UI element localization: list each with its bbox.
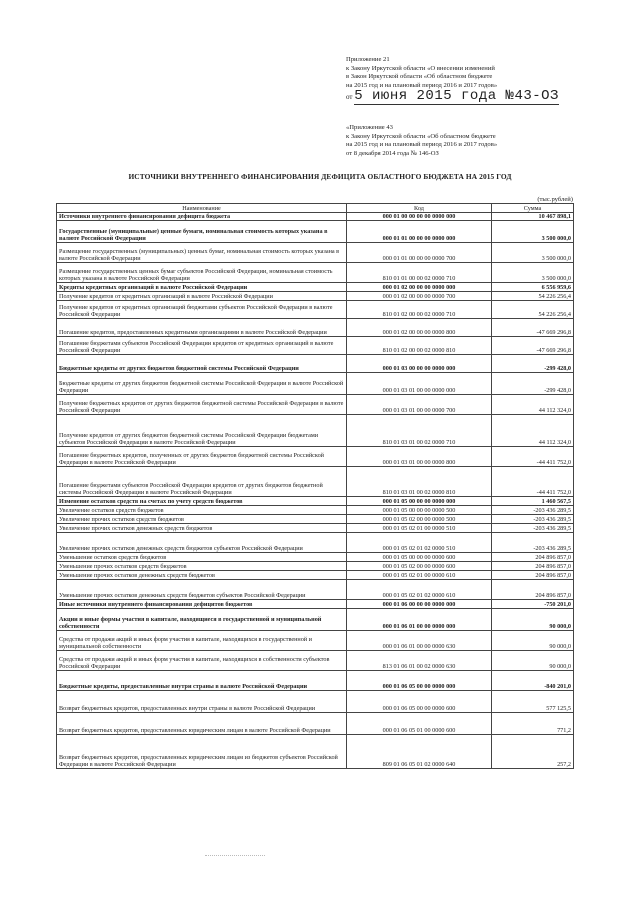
- amendment-line: Приложение 21: [346, 56, 390, 63]
- row-name: Размещение государственных (муниципальных) ценных бумаг, номинальная стоимость которых указана в валюте Российской Федерации: [57, 243, 347, 263]
- row-code: 000 01 06 05 01 00 0000 600: [347, 713, 492, 735]
- table-row: [57, 373, 574, 395]
- row-name: Уменьшение остатков средств бюджетов: [57, 553, 347, 562]
- table-row: [57, 506, 574, 515]
- row-sum: 10 467 898,1: [492, 213, 574, 221]
- row-sum: -47 669 296,8: [492, 319, 574, 337]
- row-name: Погашение бюджетами субъектов Российской Федерации кредитов от других бюджетов бюджетной системы Российской Федерации в валюте Российской Федерации: [57, 467, 347, 497]
- table-row: [57, 553, 574, 562]
- original-line: на 2015 год и на плановый период 2016 и 2017 годов»: [346, 141, 498, 149]
- row-name: Погашение бюджетных кредитов, полученных от других бюджетов бюджетной системы Российской Федерации в валюте Российской Федерации: [57, 447, 347, 467]
- row-sum: -47 669 296,8: [492, 337, 574, 355]
- table-row: [57, 651, 574, 671]
- row-code: 000 01 03 01 00 00 0000 000: [347, 373, 492, 395]
- table-row: [57, 467, 574, 497]
- row-code: 810 01 03 01 00 02 0000 710: [347, 415, 492, 447]
- row-code: 000 01 05 02 00 00 0000 500: [347, 515, 492, 524]
- row-name: Получение кредитов от других бюджетов бюджетной системы Российской Федерации бюджетами субъектов Российской Федерации в валюте Российской Федерации: [57, 415, 347, 447]
- row-code: 000 01 05 00 00 00 0000 500: [347, 506, 492, 515]
- row-code: 000 01 03 00 00 00 0000 000: [347, 355, 492, 373]
- amendment-line: в Закон Иркутской области «Об областном бюджете: [346, 73, 493, 81]
- table-row: [57, 243, 574, 263]
- row-code: 000 01 00 00 00 00 0000 000: [347, 213, 492, 221]
- row-code: 000 01 05 02 01 02 0000 610: [347, 580, 492, 600]
- header-code: Код: [347, 204, 492, 213]
- row-name: Средства от продажи акций и иных форм участия в капитале, находящихся в государственной и муниципальной собственности: [57, 631, 347, 651]
- original-line: к Закону Иркутской области «Об областном бюджете: [346, 132, 496, 140]
- table-header-row: [57, 204, 574, 213]
- row-sum: 577 125,5: [492, 691, 574, 713]
- row-sum: -44 411 752,0: [492, 447, 574, 467]
- table-row: [57, 515, 574, 524]
- row-name: Возврат бюджетных кредитов, предоставленных юридическим лицам в валюте Российской Федерации: [57, 713, 347, 735]
- table-row: [57, 395, 574, 415]
- table-row: [57, 600, 574, 609]
- table-row: [57, 447, 574, 467]
- row-name: Увеличение прочих остатков средств бюджетов: [57, 515, 347, 524]
- row-code: 810 01 01 00 00 02 0000 710: [347, 263, 492, 283]
- header-name: Наименование: [57, 204, 347, 213]
- row-sum: -203 436 289,5: [492, 515, 574, 524]
- row-sum: -750 201,0: [492, 600, 574, 609]
- amendment-date: [346, 88, 606, 105]
- row-code: 000 01 05 00 00 00 0000 000: [347, 497, 492, 506]
- row-name: Погашение бюджетами субъектов Российской Федерации кредитов от кредитных организаций в валюте Российской Федерации: [57, 337, 347, 355]
- table-row: [57, 497, 574, 506]
- row-code: 000 01 02 00 00 00 0000 000: [347, 283, 492, 292]
- row-name: Средства от продажи акций и иных форм участия в капитале, находящихся в собственности субъектов Российской Федерации: [57, 651, 347, 671]
- financing-table: [56, 203, 574, 769]
- table-row: [57, 735, 574, 769]
- table-row: [57, 580, 574, 600]
- row-code: 000 01 05 02 01 00 0000 610: [347, 571, 492, 580]
- row-code: 000 01 06 01 00 00 0000 630: [347, 631, 492, 651]
- row-name: Погашение кредитов, предоставленных кредитными организациями в валюте Российской Федерации: [57, 319, 347, 337]
- row-name: Акции и иные формы участия в капитале, находящиеся в государственной и муниципальной собственности: [57, 609, 347, 631]
- row-code: 000 01 05 02 00 00 0000 600: [347, 562, 492, 571]
- row-code: 809 01 06 05 01 02 0000 640: [347, 735, 492, 769]
- row-code: 000 01 03 01 00 00 0000 700: [347, 395, 492, 415]
- row-sum: 204 896 857,0: [492, 562, 574, 571]
- row-sum: -840 201,0: [492, 671, 574, 691]
- row-sum: 204 896 857,0: [492, 553, 574, 562]
- row-code: 810 01 02 00 00 02 0000 810: [347, 337, 492, 355]
- row-name: Иные источники внутреннего финансирования дефицитов бюджетов: [57, 600, 347, 609]
- row-name: Уменьшение прочих остатков денежных средств бюджетов: [57, 571, 347, 580]
- row-code: 810 01 03 01 00 02 0000 810: [347, 467, 492, 497]
- row-sum: 6 556 959,6: [492, 283, 574, 292]
- row-code: 000 01 06 00 00 00 0000 000: [347, 600, 492, 609]
- row-code: 000 01 06 05 00 00 0000 000: [347, 671, 492, 691]
- row-code: 000 01 06 01 00 00 0000 000: [347, 609, 492, 631]
- table-row: [57, 319, 574, 337]
- row-name: Увеличение остатков средств бюджетов: [57, 506, 347, 515]
- header-sum: Сумма: [492, 204, 574, 213]
- row-code: 000 01 02 00 00 00 0000 800: [347, 319, 492, 337]
- table-row: [57, 571, 574, 580]
- table-row: [57, 283, 574, 292]
- row-name: Государственные (муниципальные) ценные бумаги, номинальная стоимость которых указана в валюте Российской Федерации: [57, 221, 347, 243]
- row-sum: 90 000,0: [492, 609, 574, 631]
- table-row: [57, 609, 574, 631]
- units-label: (тыс.рублей): [537, 196, 573, 203]
- date-prefix: от: [346, 93, 353, 102]
- row-name: Изменение остатков средств на счетах по учету средств бюджетов: [57, 497, 347, 506]
- row-code: 000 01 01 00 00 00 0000 000: [347, 221, 492, 243]
- row-sum: 3 500 000,0: [492, 221, 574, 243]
- row-sum: 771,2: [492, 713, 574, 735]
- row-name: Бюджетные кредиты, предоставленные внутри страны в валюте Российской Федерации: [57, 671, 347, 691]
- row-name: Бюджетные кредиты от других бюджетов бюджетной системы Российской Федерации в валюте Российской Федерации: [57, 373, 347, 395]
- document-title: ИСТОЧНИКИ ВНУТРЕННЕГО ФИНАНСИРОВАНИЯ ДЕФИЦИТА ОБЛАСТНОГО БЮДЖЕТА НА 2015 ГОД: [128, 172, 512, 181]
- row-sum: -299 428,0: [492, 355, 574, 373]
- row-sum: 44 112 324,0: [492, 395, 574, 415]
- row-code: 000 01 06 05 00 00 0000 600: [347, 691, 492, 713]
- bottom-mark: [205, 855, 265, 857]
- row-sum: 90 000,0: [492, 631, 574, 651]
- row-name: Источники внутреннего финансирования дефицита бюджета: [57, 213, 347, 221]
- row-code: 000 01 05 02 01 02 0000 510: [347, 533, 492, 553]
- row-name: Возврат бюджетных кредитов, предоставленных юридическим лицам из бюджетов субъектов Российской Федерации в валюте Российской Федерации: [57, 735, 347, 769]
- original-header: [346, 124, 606, 158]
- amendment-header: [346, 56, 606, 105]
- table-row: [57, 524, 574, 533]
- row-name: Увеличение прочих остатков денежных средств бюджетов субъектов Российской Федерации: [57, 533, 347, 553]
- row-code: 000 01 01 00 00 00 0000 700: [347, 243, 492, 263]
- row-sum: 257,2: [492, 735, 574, 769]
- row-code: 813 01 06 01 00 02 0000 630: [347, 651, 492, 671]
- row-sum: -203 436 289,5: [492, 506, 574, 515]
- table-row: [57, 415, 574, 447]
- row-sum: -203 436 289,5: [492, 524, 574, 533]
- row-name: Уменьшение прочих остатков средств бюджетов: [57, 562, 347, 571]
- row-code: 000 01 05 02 01 00 0000 510: [347, 524, 492, 533]
- row-sum: -44 411 752,0: [492, 467, 574, 497]
- row-sum: -299 428,0: [492, 373, 574, 395]
- row-name: Получение кредитов от кредитных организаций бюджетами субъектов Российской Федерации в валюте Российской Федерации: [57, 301, 347, 319]
- row-name: Бюджетные кредиты от других бюджетов бюджетной системы Российской Федерации: [57, 355, 347, 373]
- table-row: [57, 631, 574, 651]
- table-row: [57, 713, 574, 735]
- row-sum: 204 896 857,0: [492, 580, 574, 600]
- amendment-line: на 2015 год и на плановый период 2016 и 2017 годов»: [346, 81, 498, 89]
- table-row: [57, 562, 574, 571]
- table-row: [57, 301, 574, 319]
- table-body: [57, 213, 574, 769]
- table-row: [57, 355, 574, 373]
- row-name: Уменьшение прочих остатков денежных средств бюджетов субъектов Российской Федерации: [57, 580, 347, 600]
- row-sum: -203 436 289,5: [492, 533, 574, 553]
- table-row: [57, 263, 574, 283]
- row-name: Размещение государственных ценных бумаг субъектов Российской Федерации, номинальная стоимость которых указана в валюте Российской Федерации: [57, 263, 347, 283]
- table-row: [57, 337, 574, 355]
- row-sum: 90 000,0: [492, 651, 574, 671]
- amendment-line: к Закону Иркутской области «О внесении изменений: [346, 64, 495, 72]
- row-sum: 3 500 000,0: [492, 263, 574, 283]
- row-name: Увеличение прочих остатков денежных средств бюджетов: [57, 524, 347, 533]
- original-line: от 8 декабря 2014 года № 146-ОЗ: [346, 149, 439, 157]
- table-row: [57, 671, 574, 691]
- row-code: 000 01 05 00 00 00 0000 600: [347, 553, 492, 562]
- row-sum: 1 460 567,5: [492, 497, 574, 506]
- table-row: [57, 213, 574, 221]
- table-row: [57, 292, 574, 301]
- table-row: [57, 691, 574, 713]
- row-sum: 54 226 256,4: [492, 292, 574, 301]
- row-name: Возврат бюджетных кредитов, предоставленных внутри страны в валюте Российской Федерации: [57, 691, 347, 713]
- row-name: Получение бюджетных кредитов от других бюджетов бюджетной системы Российской Федерации в валюте Российской Федерации: [57, 395, 347, 415]
- original-line: «Приложение 43: [346, 124, 393, 131]
- row-name: Получение кредитов от кредитных организаций в валюте Российской Федерации: [57, 292, 347, 301]
- row-sum: 3 500 000,0: [492, 243, 574, 263]
- row-code: 810 01 02 00 00 02 0000 710: [347, 301, 492, 319]
- row-code: 000 01 02 00 00 00 0000 700: [347, 292, 492, 301]
- row-sum: 204 896 857,0: [492, 571, 574, 580]
- table-row: [57, 221, 574, 243]
- row-name: Кредиты кредитных организаций в валюте Российской Федерации: [57, 283, 347, 292]
- table-row: [57, 533, 574, 553]
- row-code: 000 01 03 01 00 00 0000 800: [347, 447, 492, 467]
- row-sum: 44 112 324,0: [492, 415, 574, 447]
- row-sum: 54 226 256,4: [492, 301, 574, 319]
- handwritten-date: 5 июня 2015 года №43-ОЗ: [354, 88, 559, 105]
